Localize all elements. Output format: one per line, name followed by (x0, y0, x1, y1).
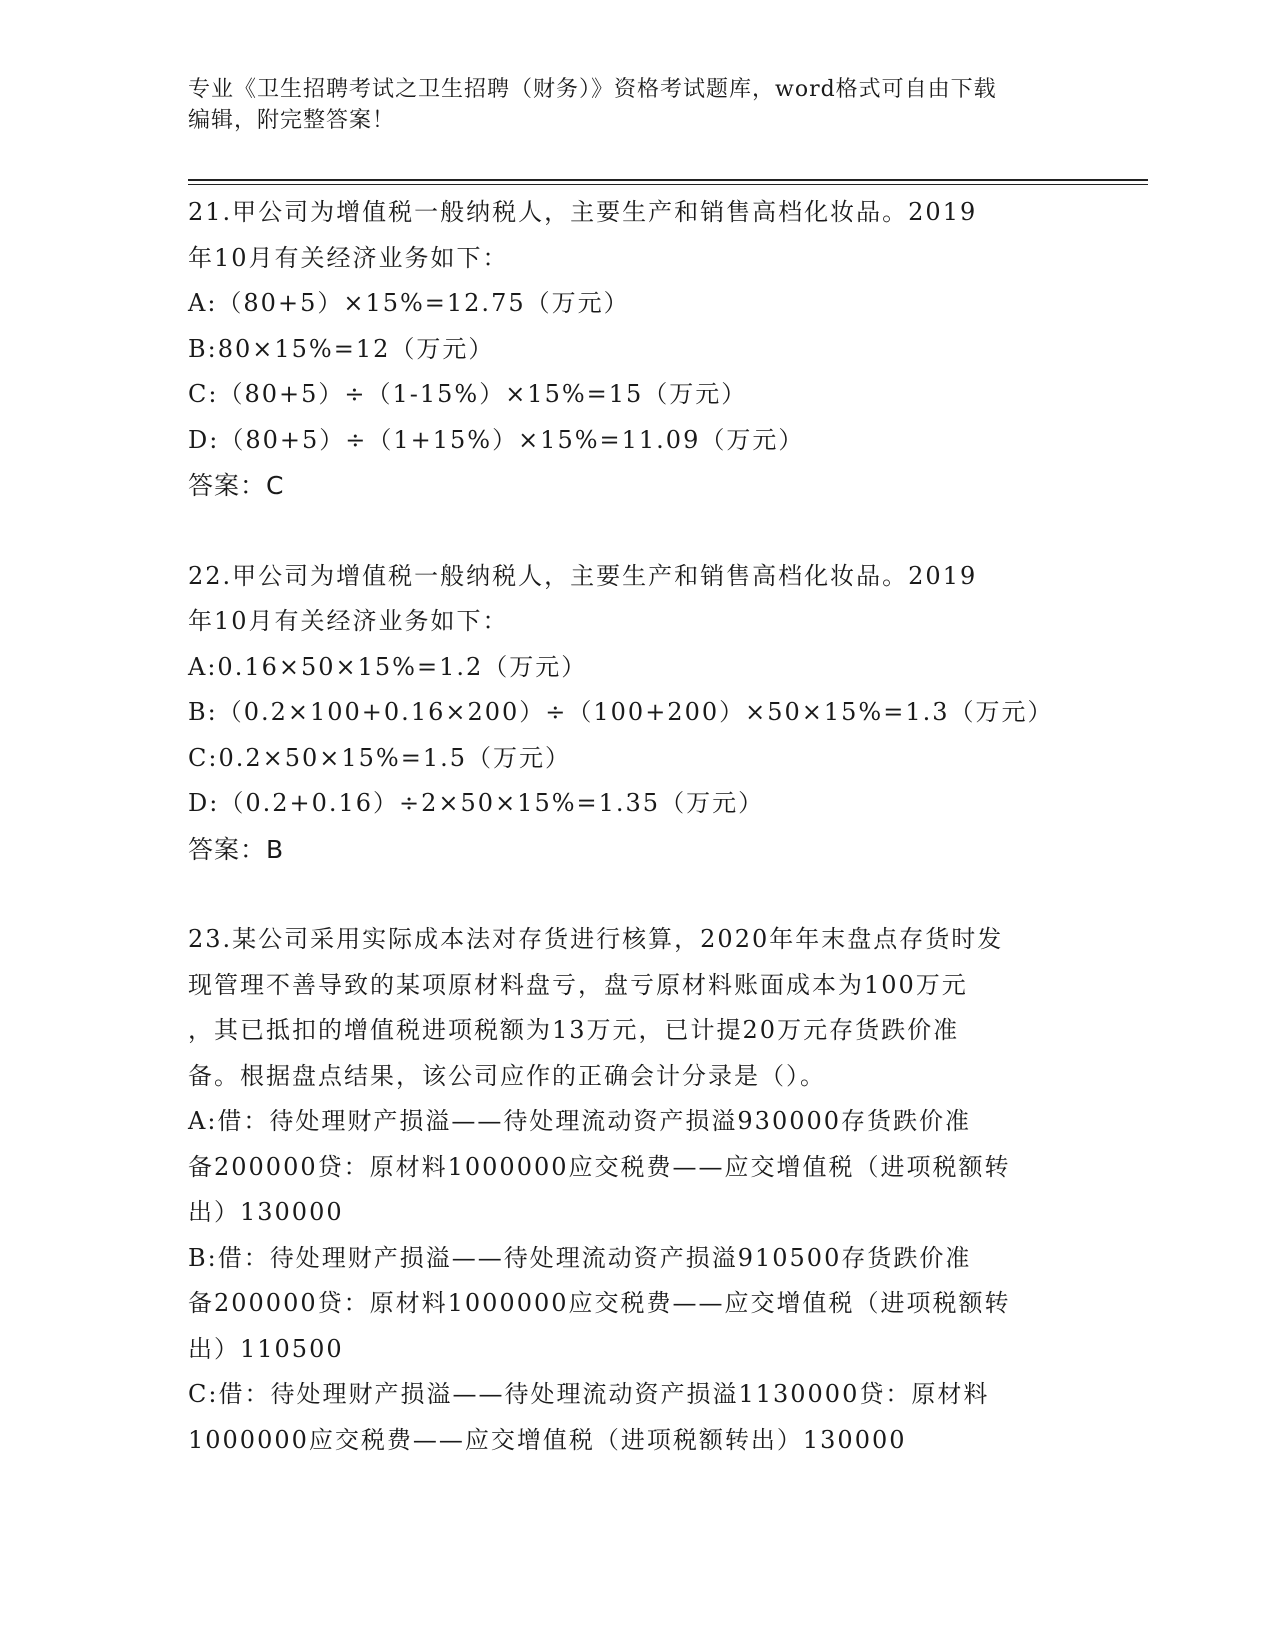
question-spacer (188, 509, 1088, 554)
question-stem-line: 备。根据盘点结果，该公司应作的正确会计分录是（）。 (188, 1061, 826, 1090)
option-line: A:借：待处理财产损溢——待处理流动资产损溢930000存货跌价准 (188, 1107, 972, 1135)
header-rule-thin (188, 184, 1148, 185)
option-line: A:（80+5）×15%=12.75（万元） (188, 289, 630, 317)
question-list (188, 190, 1088, 1463)
option-line: 1000000应交税费——应交增值税（进项税额转出）130000 (188, 1425, 907, 1454)
question-spacer (188, 872, 1088, 917)
question-stem-line: 21.甲公司为增值税一般纳税人，主要生产和销售高档化妆品。2019 (188, 198, 978, 226)
question-stem-line: 22.甲公司为增值税一般纳税人，主要生产和销售高档化妆品。2019 (188, 561, 978, 590)
header-rule-thick (188, 179, 1148, 181)
option-line: A:0.16×50×15%=1.2（万元） (188, 652, 588, 681)
answer-label: 答案：C (188, 471, 285, 500)
question-stem-line: 年10月有关经济业务如下： (188, 243, 509, 272)
question-block (188, 917, 1088, 1463)
question-block (188, 554, 1088, 873)
question-stem-line: ，其已抵扣的增值税进项税额为13万元，已计提20万元存货跌价准 (188, 1016, 960, 1044)
option-line: C:0.2×50×15%=1.5（万元） (188, 743, 571, 772)
question-stem-line: 23.某公司采用实际成本法对存货进行核算，2020年年末盘点存货时发 (188, 925, 1004, 953)
option-line: B:（0.2×100+0.16×200）÷（100+200）×50×15%=1.3（万元） (188, 698, 1054, 726)
option-line: 出）110500 (188, 1334, 344, 1363)
option-line: 备200000贷：原材料1000000应交税费——应交增值税（进项税额转 (188, 1289, 1011, 1317)
header-line-2: 编辑，附完整答案！ (188, 108, 396, 133)
question-block (188, 190, 1088, 509)
option-line: B:80×15%=12（万元） (188, 334, 495, 363)
option-line: 备200000贷：原材料1000000应交税费——应交增值税（进项税额转 (188, 1152, 1011, 1181)
option-line: C:（80+5）÷（1-15%）×15%=15（万元） (188, 380, 748, 408)
answer-label: 答案：B (188, 834, 285, 864)
question-stem-line: 年10月有关经济业务如下： (188, 607, 509, 635)
option-line: C:借：待处理财产损溢——待处理流动资产损溢1130000贷：原材料 (188, 1380, 990, 1408)
option-line: D:（0.2+0.16）÷2×50×15%=1.35（万元） (188, 789, 765, 817)
option-line: 出）130000 (188, 1198, 344, 1226)
option-line: D:（80+5）÷（1+15%）×15%=11.09（万元） (188, 425, 805, 454)
option-line: B:借：待处理财产损溢——待处理流动资产损溢910500存货跌价准 (188, 1243, 972, 1272)
question-stem-line: 现管理不善导致的某项原材料盘亏，盘亏原材料账面成本为100万元 (188, 970, 968, 999)
header-line-1: 专业《卫生招聘考试之卫生招聘（财务）》资格考试题库，word格式可自由下载 (188, 77, 997, 102)
document-header (188, 74, 1068, 136)
